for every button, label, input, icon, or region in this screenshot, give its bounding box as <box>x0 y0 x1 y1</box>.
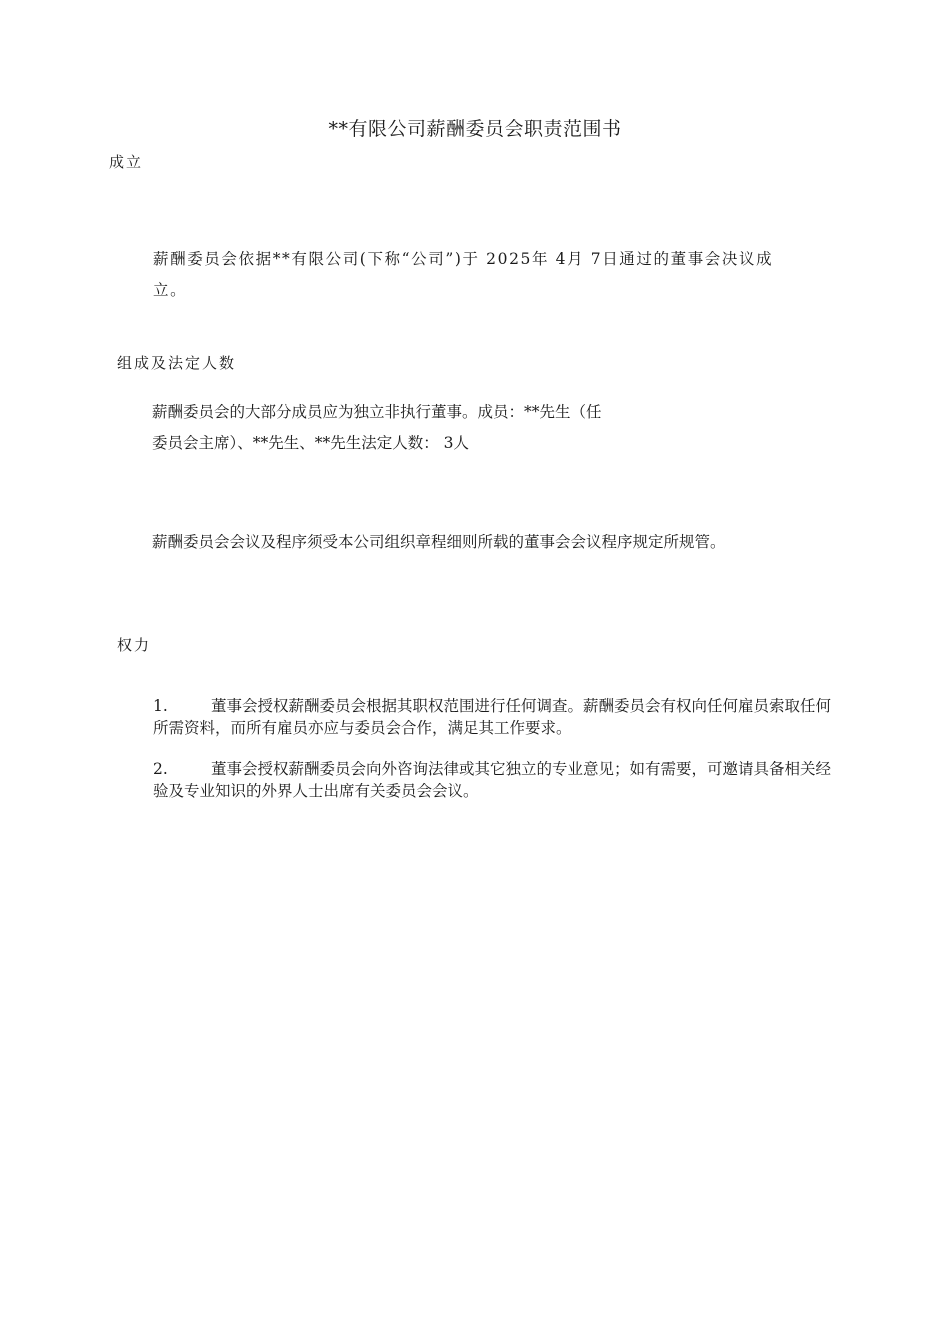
list-item-number: 1. <box>153 697 168 715</box>
composition-paragraph <box>152 397 852 459</box>
list-item-text: 董事会授权薪酬委员会根据其职权范围进行任何调查。薪酬委员会有权向任何雇员索取任何所需资料，而所有雇员亦应与委员会合作，满足其工作要求。 <box>153 697 832 737</box>
section-heading-composition: 组成及法定人数 <box>117 354 237 372</box>
establishment-paragraph <box>153 244 853 306</box>
list-item-text: 董事会授权薪酬委员会向外咨询法律或其它独立的专业意见；如有需要，可邀请具备相关经验及专业知识的外界人士出席有关委员会会议。 <box>153 760 832 800</box>
procedure-paragraph: 薪酬委员会会议及程序须受本公司组织章程细则所载的董事会会议程序规定所规管。 <box>152 533 726 551</box>
composition-paragraph-line-2: 委员会主席）、**先生、**先生法定人数： 3人 <box>152 434 470 452</box>
establishment-paragraph-line-2: 立。 <box>153 281 188 299</box>
establishment-paragraph-line-1: 薪酬委员会依据**有限公司(下称“公司”)于 2025年 4月 7日通过的董事会决议成 <box>153 250 774 268</box>
section-heading-powers: 权力 <box>117 636 152 654</box>
composition-paragraph-line-1: 薪酬委员会的大部分成员应为独立非执行董事。成员：**先生（任 <box>152 403 602 421</box>
section-heading-establishment: 成立 <box>109 153 144 171</box>
powers-list-item <box>153 695 843 739</box>
document-title: **有限公司薪酬委员会职责范围书 <box>328 118 622 140</box>
powers-list-item <box>153 758 843 802</box>
list-item-number: 2. <box>153 760 168 778</box>
